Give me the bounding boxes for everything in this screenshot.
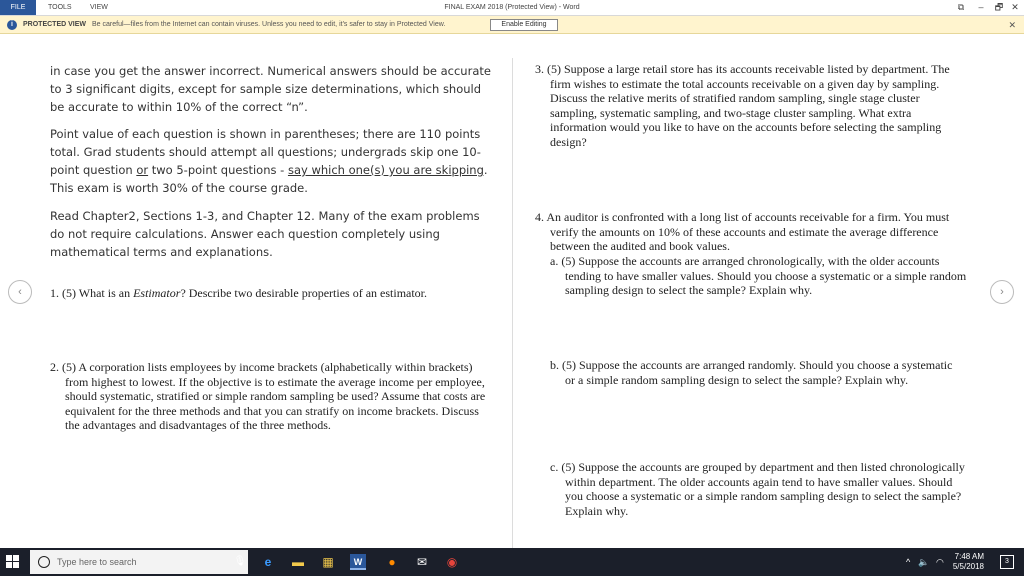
menu-file[interactable]: FILE (0, 0, 36, 15)
info-shield-icon: i (7, 20, 17, 30)
column-divider (512, 58, 513, 558)
tray-overflow-icon[interactable]: ^ (906, 557, 911, 567)
intro-paragraph-2: Point value of each question is shown in parentheses; there are 110 points total. Grad students should attempt all questions; undergrads skip one 10-point question or two 5-point questions - say which one(s) you are skipping. This exam is worth 30% of the course grade. (50, 127, 488, 195)
taskbar-search-box[interactable] (30, 550, 248, 574)
previous-page-icon[interactable]: ‹ (8, 280, 32, 304)
edge-browser-icon[interactable]: e (264, 555, 272, 569)
file-explorer-icon[interactable]: ▬ (292, 555, 304, 569)
close-bar-icon[interactable]: ✕ (1008, 20, 1016, 30)
question-4: 4. An auditor is confronted with a long list of accounts receivable for a firm. You must verify the amounts on 10% of these accounts and estimate the average difference between the audited and book values. (535, 210, 950, 254)
enable-editing-button[interactable]: Enable Editing (490, 19, 558, 31)
title-bar (0, 0, 1024, 16)
cortana-icon (38, 556, 50, 568)
question-4a: a. (5) Suppose the accounts are arranged chronologically, with the older accounts tending to have smaller values. Should you choose a systematic or a simple random sampling design to select the sample? Explain why. (550, 254, 967, 298)
question-2: 2. (5) A corporation lists employees by income brackets (alphabetically within brackets) from highest to lowest. If the objective is to estimate the average income per employee, should systematic, stratified or simple random sampling be used? Assume that costs are equivalent for the three methods and that you can stratify on income brackets. Discuss the advantages and disadvantages of the three methods. (50, 360, 486, 433)
microphone-icon[interactable]: 🎙 (233, 556, 247, 567)
restore-button[interactable]: 🗗 (994, 2, 1004, 12)
question-4b: b. (5) Suppose the accounts are arranged randomly. Should you choose a systematic or a simple random sampling design to select the sample? Explain why. (550, 358, 953, 387)
question-1: 1. (5) What is an Estimator? Describe two desirable properties of an estimator. (50, 286, 428, 300)
document-title: FINAL EXAM 2018 (Protected View) - Word (444, 4, 580, 11)
close-window-button[interactable]: ✕ (1011, 2, 1019, 12)
minimize-button[interactable]: – (978, 2, 984, 12)
question-3: 3. (5) Suppose a large retail store has its accounts receivable listed by department. The firm wishes to estimate the total accounts receivable on a given day by sampling. Discuss the relative merits of stratified random sampling, single stage cluster sampling, systematic sampling, and two-stage cluster sampling. What extra information would you like to have on the accounts before selecting the sampling design? (535, 62, 950, 149)
ribbon-display-icon[interactable]: ⧉ (957, 2, 965, 12)
word-app-icon[interactable]: W (350, 554, 366, 570)
question-4c: c. (5) Suppose the accounts are grouped by department and then listed chronologically within department. The older accounts again tend to have smaller values. Should you choose a systematic or a simple random sampling design to select the sample? Explain why. (550, 460, 965, 518)
system-clock[interactable] (944, 552, 984, 572)
clock-time: 7:48 AM (954, 552, 984, 561)
firefox-icon[interactable]: ● (388, 555, 396, 569)
protected-view-label: PROTECTED VIEW (23, 21, 87, 28)
intro-paragraph-3: Read Chapter2, Sections 1-3, and Chapter 12. Many of the exam problems do not require calculations. Answer each question completely using mathematical terms and explanations. (50, 209, 480, 259)
search-placeholder: Type here to search (57, 557, 137, 567)
menu-view[interactable]: VIEW (90, 4, 108, 11)
next-page-icon[interactable]: › (990, 280, 1014, 304)
document-area (0, 34, 1024, 548)
mail-icon[interactable]: ✉ (416, 555, 428, 569)
menu-tools[interactable]: TOOLS (48, 4, 72, 11)
taskbar (0, 548, 1024, 576)
store-icon[interactable]: ▦ (322, 555, 334, 569)
action-center-icon[interactable]: 3 (1000, 555, 1014, 569)
protected-view-message: Be careful—files from the Internet can contain viruses. Unless you need to edit, it's safer to stay in Protected View. (92, 21, 446, 28)
windows-start-icon[interactable] (6, 555, 20, 569)
chrome-icon[interactable]: ◉ (446, 555, 458, 569)
clock-date: 5/5/2018 (952, 562, 984, 571)
wifi-icon[interactable]: ◠ (936, 557, 944, 567)
protected-view-bar (0, 16, 1024, 34)
volume-icon[interactable]: 🔈 (918, 557, 930, 567)
intro-paragraph-1: in case you get the answer incorrect. Numerical answers should be accurate to 3 significant digits, except for sample size determinations, which should be accurate to within 10% of the correct “n”. (50, 64, 491, 114)
